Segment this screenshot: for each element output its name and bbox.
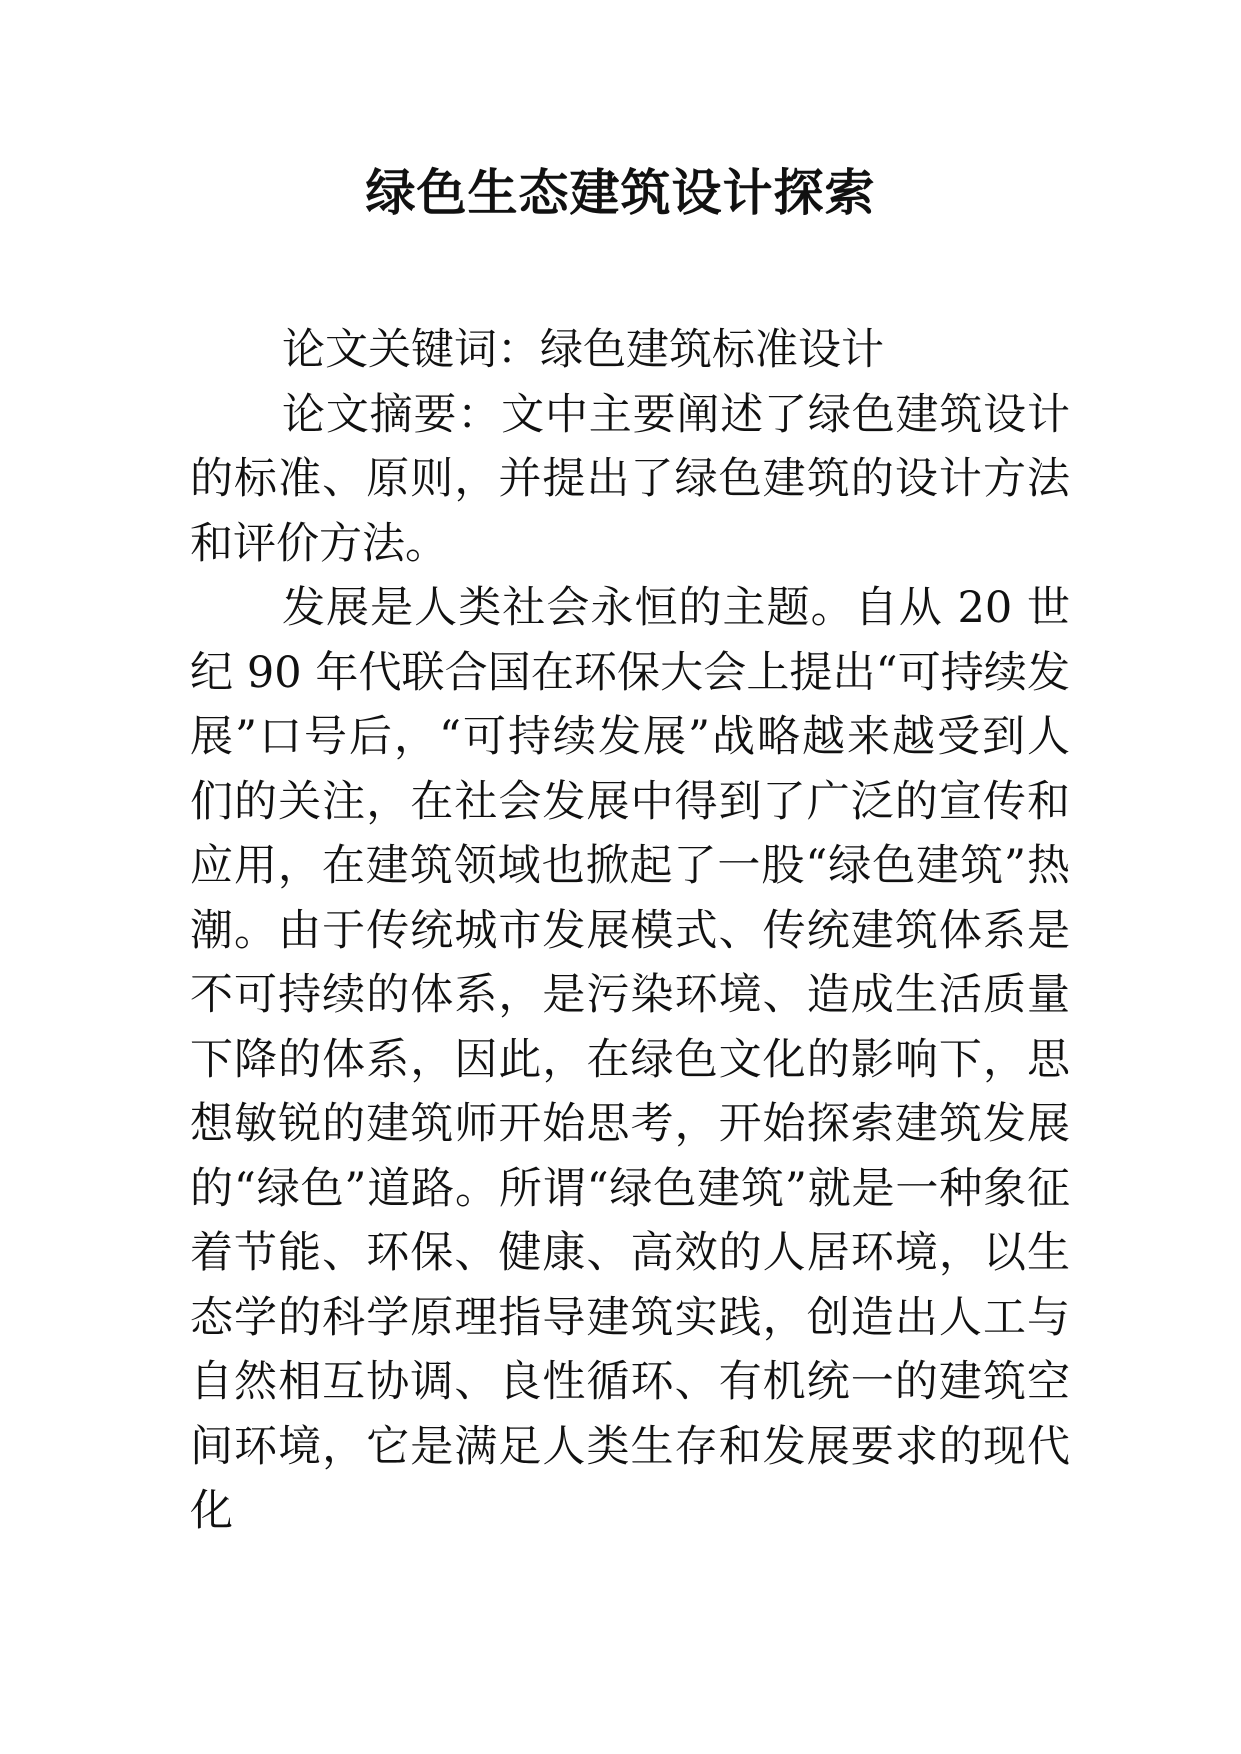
document-body bbox=[190, 318, 1070, 1544]
abstract-paragraph: 论文摘要：文中主要阐述了绿色建筑设计的标准、原则，并提出了绿色建筑的设计方法和评价方法。 bbox=[190, 389, 1070, 569]
body-paragraph: 发展是人类社会永恒的主题。自从 20 世纪 90 年代联合国在环保大会上提出“可持续发展”口号后，“可持续发展”战略越来越受到人们的关注，在社会发展中得到了广泛的宣传和应用，在建筑领域也掀起了一股“绿色建筑”热潮。由于传统城市发展模式、传统建筑体系是不可持续的体系，是污染环境、造成生活质量下降的体系，因此，在绿色文化的影响下，思想敏锐的建筑师开始思考，开始探索建筑发展的“绿色”道路。所谓“绿色建筑”就是一种象征着节能、环保、健康、高效的人居环境，以生态学的科学原理指导建筑实践，创造出人工与自然相互协调、良性循环、有机统一的建筑空间环境，它是满足人类生存和发展要求的现代化 bbox=[190, 583, 1070, 1536]
document-title: 绿色生态建筑设计探索 bbox=[365, 163, 876, 222]
keywords-paragraph: 论文关键词：绿色建筑标准设计 bbox=[282, 325, 884, 375]
